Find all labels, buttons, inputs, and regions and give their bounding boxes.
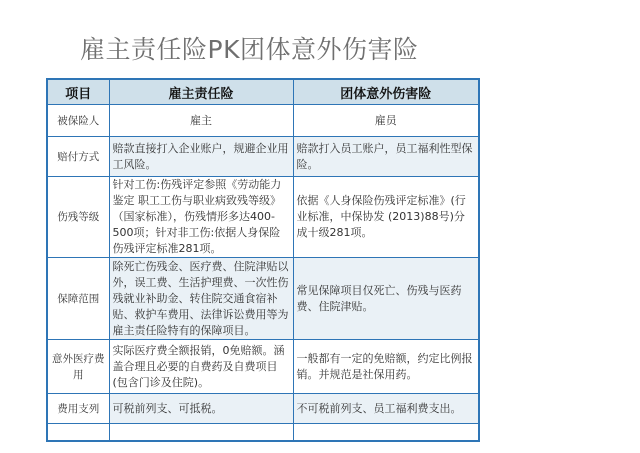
group-cell: 不可税前列支、员工福利费支出。 <box>293 394 479 424</box>
group-cell <box>293 424 479 441</box>
comparison-table <box>46 78 480 442</box>
group-cell: 雇员 <box>293 105 479 137</box>
table-row <box>47 394 479 424</box>
group-cell: 一般都有一定的免赔额，约定比例报销。并规范是社保用药。 <box>293 340 479 394</box>
table-row-empty <box>47 424 479 441</box>
header-group-accident: 团体意外伤害险 <box>293 79 479 105</box>
table-row <box>47 137 479 177</box>
employer-cell: 针对工伤:伤残评定参照《劳动能力鉴定 职工工伤与职业病致残等级》（国家标准），伤残情形多达400-500项；针对非工伤:依据人身保险伤残评定标准281项。 <box>109 177 293 258</box>
table-row <box>47 105 479 137</box>
table-row <box>47 340 479 394</box>
employer-cell <box>109 424 293 441</box>
row-label: 伤残等级 <box>47 177 109 258</box>
row-label <box>47 424 109 441</box>
row-label: 费用支列 <box>47 394 109 424</box>
row-label: 意外医疗费用 <box>47 340 109 394</box>
table-row <box>47 177 479 258</box>
header-employer-liability: 雇主责任险 <box>109 79 293 105</box>
slide-title: 雇主责任险PK团体意外伤害险 <box>80 35 419 64</box>
employer-cell: 除死亡伤残金、医疗费、住院津贴以外，误工费、生活护理费、一次性伤残就业补助金、转住院交通食宿补贴、救护车费用、法律诉讼费用等为雇主责任险特有的保障项目。 <box>109 258 293 340</box>
row-label: 赔付方式 <box>47 137 109 177</box>
group-cell: 依据《人身保险伤残评定标准》(行业标准，中保协发 (2013)88号)分成十级281项。 <box>293 177 479 258</box>
group-cell: 常见保障项目仅死亡、伤残与医药费、住院津贴。 <box>293 258 479 340</box>
employer-cell: 雇主 <box>109 105 293 137</box>
table-row <box>47 258 479 340</box>
employer-cell: 可税前列支、可抵税。 <box>109 394 293 424</box>
employer-cell: 实际医疗费全额报销，0免赔额。涵盖合理且必要的自费药及自费项目 (包含门诊及住院)。 <box>109 340 293 394</box>
row-label: 保障范围 <box>47 258 109 340</box>
row-label: 被保险人 <box>47 105 109 137</box>
header-item: 项目 <box>47 79 109 105</box>
employer-cell: 赔款直接打入企业账户，规避企业用工风险。 <box>109 137 293 177</box>
table-header-row <box>47 79 479 105</box>
group-cell: 赔款打入员工账户，员工福利性型保险。 <box>293 137 479 177</box>
